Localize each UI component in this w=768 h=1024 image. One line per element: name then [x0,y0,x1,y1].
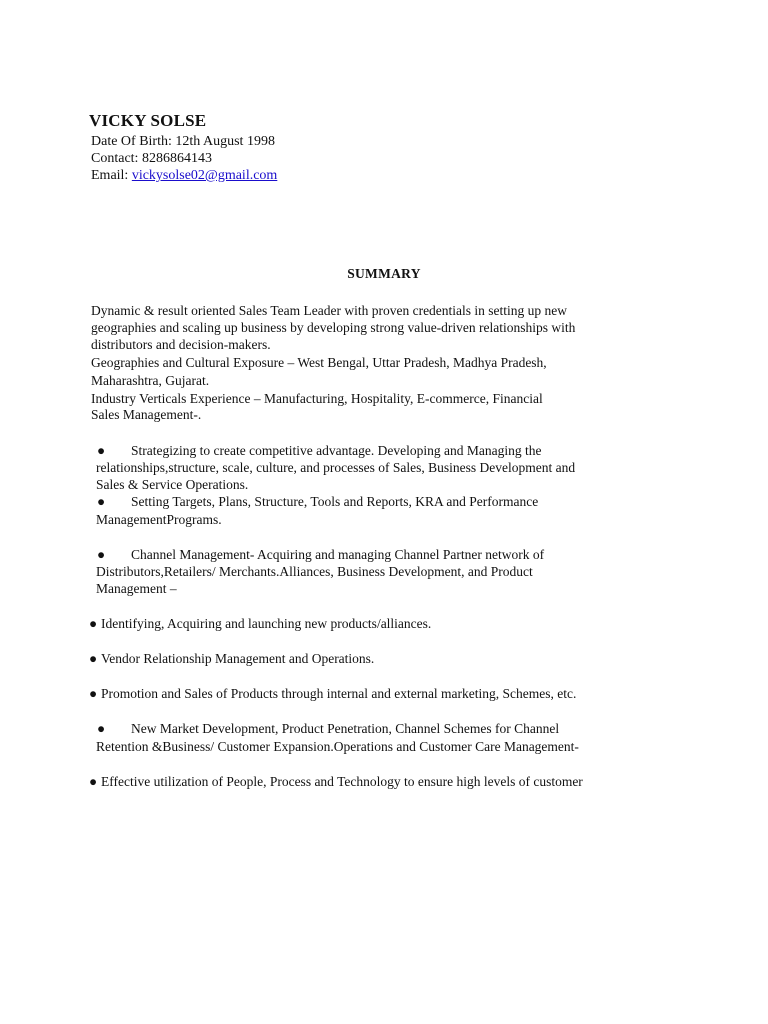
bullet-text-line: Retention &Business/ Customer Expansion.Operations and Customer Care Management- [96,739,579,754]
dob-line [91,133,275,150]
bullet-item [89,773,583,790]
dob-label: Date Of Birth: [91,134,172,149]
bullet-text: Channel Management- Acquiring and managing Channel Partner network of [131,547,545,562]
bullet-item [91,493,538,510]
bullet-icon: ● [89,616,98,631]
bullet-item [91,442,541,459]
summary-line: Sales Management-. [91,407,202,422]
summary-line: Maharashtra, Gujarat. [91,373,210,388]
bullet-text: Effective utilization of People, Process and Technology to ensure high levels of customer [101,774,583,789]
summary-line: geographies and scaling up business by developing strong value-driven relationships with [91,320,576,335]
summary-line: distributors and decision-makers. [91,337,271,352]
email-label: Email: [91,168,129,183]
bullet-icon: ● [97,494,106,509]
bullet-text-line: Distributors,Retailers/ Merchants.Alliances, Business Development, and Product [96,564,533,579]
contact-label: Contact: [91,151,139,166]
bullet-icon: ● [89,651,98,666]
bullet-text: Setting Targets, Plans, Structure, Tools and Reports, KRA and Performance [131,494,539,509]
bullet-text: New Market Development, Product Penetration, Channel Schemes for Channel [131,721,560,736]
bullet-text: Identifying, Acquiring and launching new products/alliances. [101,616,432,631]
bullet-text-line: Sales & Service Operations. [96,477,249,492]
bullet-text: Strategizing to create competitive advantage. Developing and Managing the [131,443,542,458]
bullet-text-line: Management – [96,581,177,596]
bullet-text-line: ManagementPrograms. [96,512,222,527]
bullet-text: Vendor Relationship Management and Operations. [101,651,375,666]
bullet-item [91,546,544,563]
bullet-icon: ● [97,547,106,562]
email-line [91,167,277,184]
bullet-icon: ● [97,721,106,736]
bullet-icon: ● [89,686,98,701]
email-link[interactable]: vickysolse02@gmail.com [131,168,278,183]
summary-line: Geographies and Cultural Exposure – West Bengal, Uttar Pradesh, Madhya Pradesh, [91,355,547,370]
bullet-item [91,720,559,737]
summary-heading: SUMMARY [347,266,421,281]
contact-value: 8286864143 [141,151,212,166]
bullet-text: Promotion and Sales of Products through internal and external marketing, Schemes, etc. [101,686,577,701]
bullet-icon: ● [89,774,98,789]
candidate-name: VICKY SOLSE [89,111,207,130]
bullet-item [89,615,431,632]
bullet-text-line: relationships,structure, scale, culture, and processes of Sales, Business Development and [96,460,576,475]
contact-line [91,150,212,167]
bullet-item [89,650,374,667]
dob-value: 12th August 1998 [175,134,275,149]
summary-line: Industry Verticals Experience – Manufacturing, Hospitality, E-commerce, Financial [91,391,543,406]
bullet-item [89,685,576,702]
summary-line: Dynamic & result oriented Sales Team Leader with proven credentials in setting up new [91,303,568,318]
bullet-icon: ● [97,443,106,458]
